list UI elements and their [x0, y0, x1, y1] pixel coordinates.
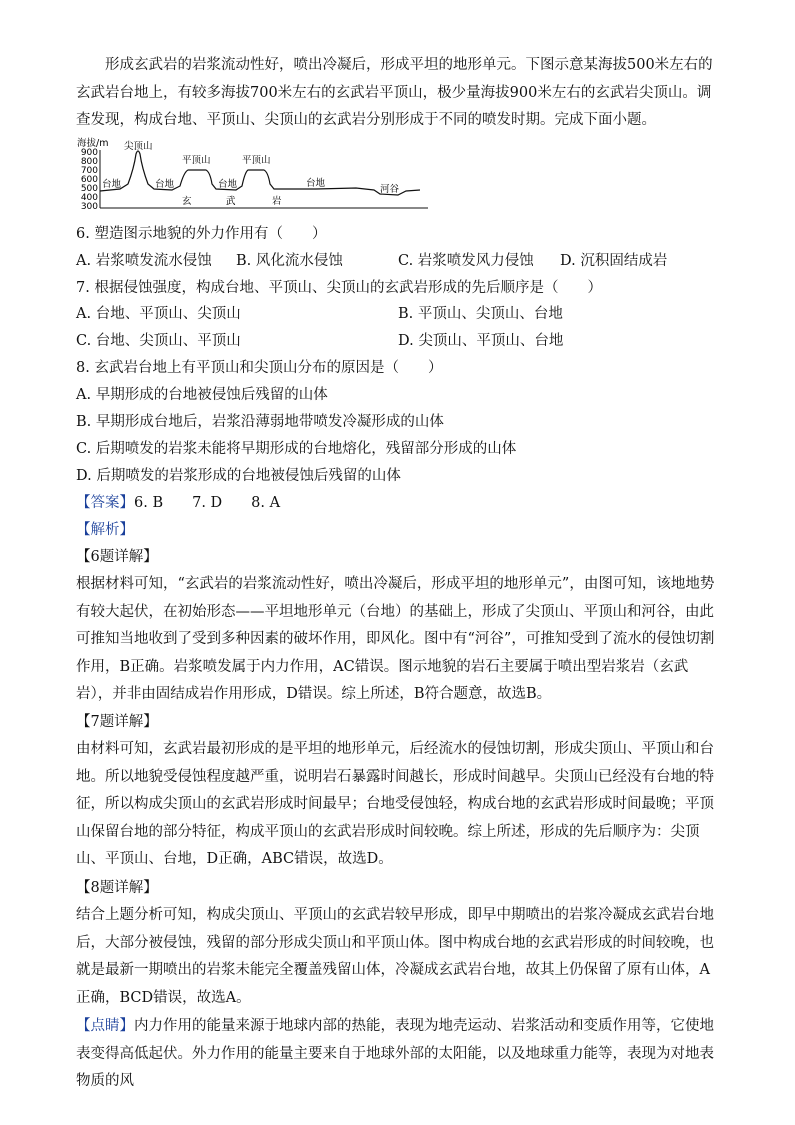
tip-paragraph: [76, 1013, 722, 1096]
answer-line: [76, 493, 280, 513]
q8-stem: 8. 玄武岩台地上有平顶山和尖顶山分布的原因是（ ）: [76, 360, 443, 376]
detail-6-label: 【6题详解】: [76, 549, 158, 565]
tip-label: 【点睛】: [76, 1018, 134, 1034]
detail-7-text: 由材料可知，玄武岩最初形成的是平坦的地形单元，后经流水的侵蚀切割，形成尖顶山、平顶山和台地。所以地貌受侵蚀程度越严重，说明岩石暴露时间越长，形成时间越早。尖顶山已经没有台地的特征，所以构成尖顶山的玄武岩形成时间最早；台地受侵蚀轻，构成台地的玄武岩形成时间最晚；平顶山保留台地的部分特征，构成平顶山的玄武岩形成时间较晚。综上所述，形成的先后顺序为：尖顶山、平顶山、台地，D正确，ABC错误，故选D。: [76, 741, 714, 867]
tick-label: 800: [80, 157, 98, 167]
detail-8-label: 【8题详解】: [76, 880, 158, 896]
tip-text: 内力作用的能量来源于地球内部的热能，表现为地壳运动、岩浆活动和变质作用等，它使地表变得高低起伏。外力作用的能量主要来自于地球外部的太阳能，以及地球重力能等，表现为对地表物质的风: [76, 1018, 714, 1089]
q6-option-c: C. 岩浆喷发风力侵蚀: [398, 253, 534, 269]
label-jianding: 尖顶山: [124, 141, 153, 152]
detail-8-text: 结合上题分析可知，构成尖顶山、平顶山的玄武岩较早形成，即早中期喷出的岩浆冷凝成玄武岩台地后，大部分被侵蚀，残留的部分形成尖顶山和平顶山体。图中构成台地的玄武岩形成的时间较晚，也就是最新一期喷出的岩浆未能完全覆盖残留山体，冷凝成玄武岩台地，故其上仍保留了原有山体，A正确，BCD错误，故选A。: [76, 907, 714, 1006]
q6-option-a: A. 岩浆喷发流水侵蚀: [76, 253, 212, 269]
q7-option-b: B. 平顶山、尖顶山、台地: [398, 306, 563, 322]
q6-stem: 6. 塑造图示地貌的外力作用有（ ）: [76, 226, 327, 242]
tick-label: 500: [80, 184, 98, 194]
q8-option-d: D. 后期喷发的岩浆形成的台地被侵蚀后残留的山体: [76, 468, 401, 484]
answer-label: 【答案】: [76, 495, 134, 511]
label-taidi-1: 台地: [102, 179, 122, 190]
q7-option-a: A. 台地、平顶山、尖顶山: [76, 306, 241, 322]
q8-option-b: B. 早期形成台地后，岩浆沿薄弱地带喷发冷凝形成的山体: [76, 414, 444, 430]
answer-text: 6. B 7. D 8. A: [134, 495, 281, 511]
label-yan: 岩: [272, 196, 282, 207]
q8-option-a: A. 早期形成的台地被侵蚀后残留的山体: [76, 387, 328, 403]
label-xuan: 玄: [182, 196, 192, 207]
tick-label: 700: [80, 166, 98, 176]
q6-option-b: B. 风化流水侵蚀: [236, 253, 343, 269]
terrain-profile-figure: [76, 136, 436, 216]
detail-6-text: 根据材料可知，“玄武岩的岩浆流动性好，喷出冷凝后，形成平坦的地形单元”，由图可知，该地地势有较大起伏，在初始形态——平坦地形单元（台地）的基础上，形成了尖顶山、平顶山和河谷，由此可推知当地收到了受到多种因素的破坏作用，即风化。图中有“河谷”，可推知受到了流水的侵蚀切割作用，B正确。岩浆喷发属于内力作用，AC错误。图示地貌的岩石主要属于喷出型岩浆岩（玄武岩），并非由固结成岩作用形成，D错误。综上所述，B符合题意，故选B。: [76, 576, 715, 702]
label-taidi-2: 台地: [155, 179, 175, 190]
detail-7-label: 【7题详解】: [76, 714, 158, 730]
q7-option-d: D. 尖顶山、平顶山、台地: [398, 333, 564, 349]
tick-label: 300: [80, 202, 98, 212]
tick-label: 400: [80, 193, 98, 203]
tick-label: 600: [80, 175, 98, 185]
label-hegu: 河谷: [380, 184, 400, 195]
label-pingding-2: 平顶山: [242, 155, 271, 166]
intro-paragraph: 形成玄武岩的岩浆流动性好，喷出冷凝后，形成平坦的地形单元。下图示意某海拔500米左右的玄武岩台地上，有较多海拔700米左右的玄武岩平顶山，极少量海拔900米左右的玄武岩尖顶山。调查发现，构成台地、平顶山、尖顶山的玄武岩分别形成于不同的喷发时期。完成下面小题。: [76, 57, 713, 128]
label-wu: 武: [226, 196, 236, 207]
q7-option-c: C. 台地、尖顶山、平顶山: [76, 333, 241, 349]
q7-stem: 7. 根据侵蚀强度，构成台地、平顶山、尖顶山的玄武岩形成的先后顺序是（ ）: [76, 280, 602, 296]
tick-label: 900: [80, 148, 98, 158]
analysis-label: 【解析】: [76, 522, 134, 538]
q8-option-c: C. 后期喷发的岩浆未能将早期形成的台地熔化，残留部分形成的山体: [76, 441, 517, 457]
q6-option-d: D. 沉积固结成岩: [560, 253, 668, 269]
label-pingding-1: 平顶山: [182, 155, 211, 166]
axis-title: 海拔/m: [77, 138, 109, 149]
label-taidi-3: 台地: [218, 179, 238, 190]
label-taidi-4: 台地: [306, 178, 326, 189]
